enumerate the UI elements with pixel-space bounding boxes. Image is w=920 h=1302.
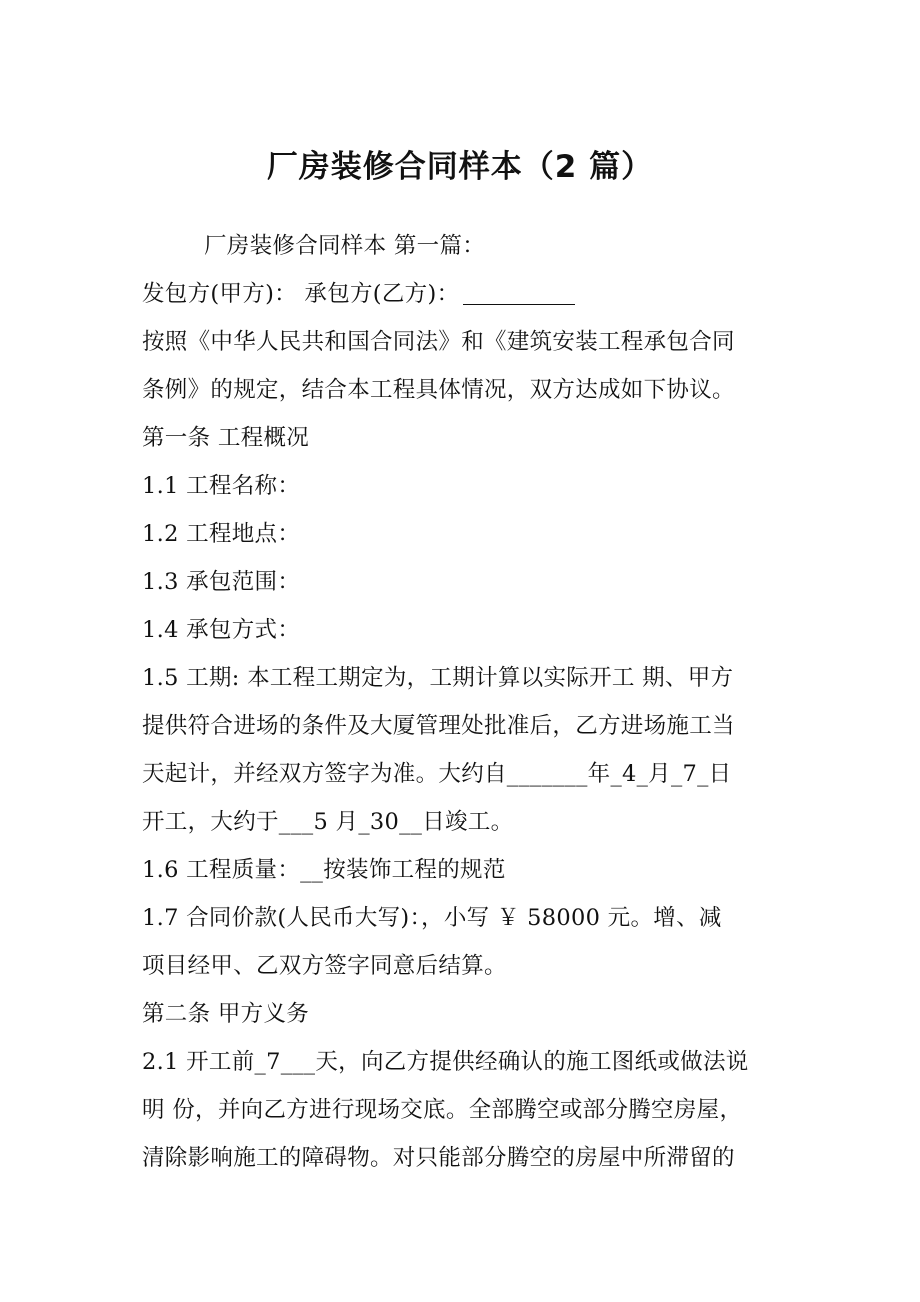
paragraph-line: 按照《中华人民共和国合同法》和《建筑安装工程承包合同	[142, 329, 735, 355]
clause-line: 清除影响施工的障碍物。对只能部分腾空的房屋中所滞留的	[142, 1145, 735, 1171]
parties-line	[142, 270, 802, 318]
clause-line: 1.6 工程质量：__按装饰工程的规范	[142, 857, 506, 883]
parties-text: 发包方(甲方)： 承包方(乙方)：	[142, 281, 460, 307]
document-body	[142, 222, 802, 1182]
clause-line: 开工，大约于___5 月_30__日竣工。	[142, 809, 514, 835]
clause-line: 1.2 工程地点：	[142, 521, 301, 547]
clause-line: 1.1 工程名称：	[142, 473, 301, 499]
article-heading: 第一条 工程概况	[142, 425, 310, 451]
section-heading: 厂房装修合同样本 第一篇：	[204, 233, 486, 259]
clause-line: 1.3 承包范围：	[142, 569, 301, 595]
article-heading: 第二条 甲方义务	[142, 1001, 310, 1027]
clause-line: 提供符合进场的条件及大厦管理处批准后，乙方进场施工当	[142, 713, 735, 739]
document-title: 厂房装修合同样本（2 篇）	[266, 149, 654, 185]
clause-line: 项目经甲、乙双方签字同意后结算。	[142, 953, 507, 979]
clause-line: 2.1 开工前_7___天，向乙方提供经确认的施工图纸或做法说	[142, 1049, 749, 1075]
clause-line: 1.4 承包方式：	[142, 617, 301, 643]
clause-line: 明 份，并向乙方进行现场交底。全部腾空或部分腾空房屋，	[142, 1097, 743, 1123]
clause-line: 1.5 工期: 本工程工期定为，工期计算以实际开工 期、甲方	[142, 665, 734, 691]
contractor-blank	[463, 282, 575, 305]
clause-line: 1.7 合同价款(人民币大写)：，小写 ￥ 58000 元。增、减	[142, 905, 722, 931]
clause-line: 天起计，并经双方签字为准。大约自_______年_4_月_7_日	[142, 761, 732, 787]
paragraph-line: 条例》的规定，结合本工程具体情况，双方达成如下协议。	[142, 377, 735, 403]
